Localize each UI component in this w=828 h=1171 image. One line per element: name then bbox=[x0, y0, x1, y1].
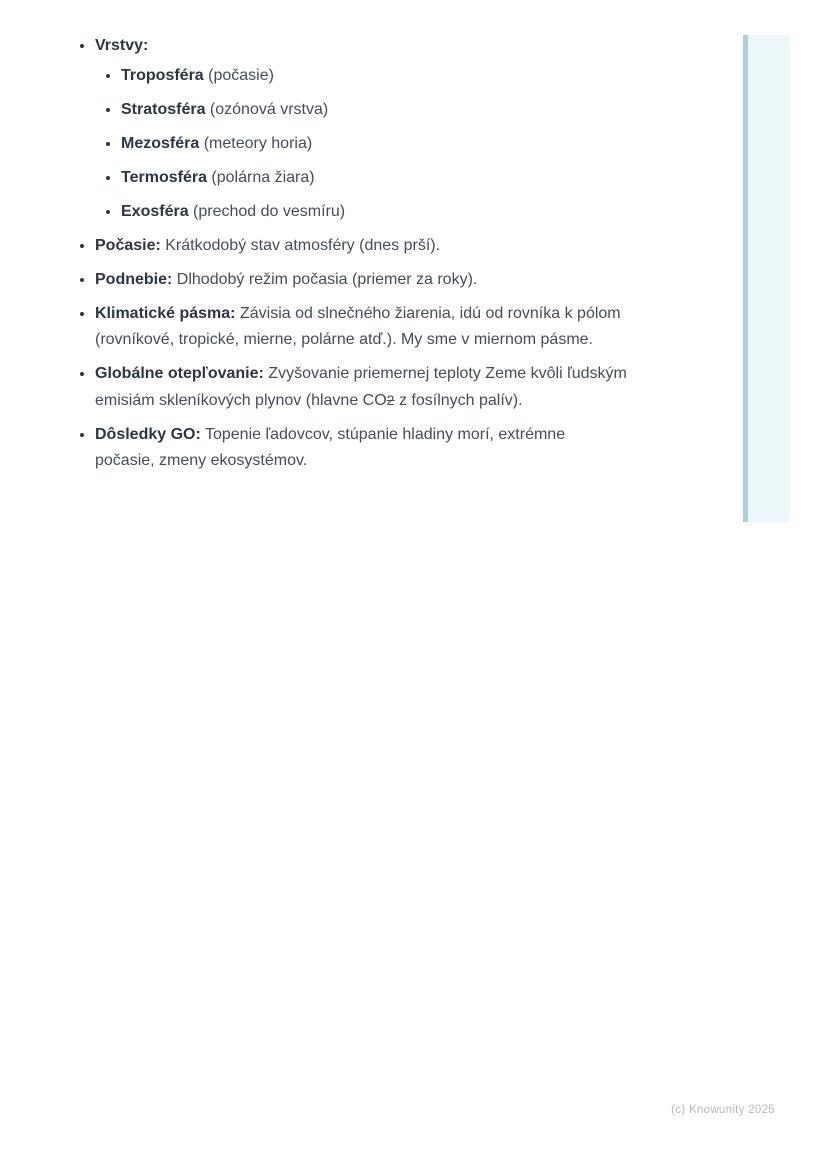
struck-subscript: 2 bbox=[386, 392, 395, 408]
term-label: Exosféra bbox=[121, 203, 189, 220]
bullet-list bbox=[75, 33, 627, 474]
term-label: Termosféra bbox=[121, 169, 207, 186]
term-description: (prechod do vesmíru) bbox=[188, 203, 346, 220]
list-item bbox=[95, 422, 627, 474]
term-label: Dôsledky GO: bbox=[95, 426, 201, 443]
term-label: Počasie: bbox=[95, 237, 161, 254]
margin-highlight-bar bbox=[743, 35, 790, 522]
list-item bbox=[121, 97, 627, 123]
term-description: Krátkodobý stav atmosféry (dnes prší). bbox=[160, 237, 441, 254]
term-label: Klimatické pásma: bbox=[95, 305, 236, 322]
copyright-footer: (c) Knowunity 2025 bbox=[671, 1104, 775, 1116]
term-label: Globálne otepľovanie: bbox=[95, 365, 264, 382]
list-item bbox=[95, 267, 627, 293]
list-item bbox=[121, 63, 627, 89]
term-description: (počasie) bbox=[203, 67, 274, 84]
list-item bbox=[95, 233, 627, 259]
term-description: (ozónová vrstva) bbox=[205, 101, 329, 118]
list-item bbox=[95, 361, 627, 414]
term-description: Závisia od slnečného žiarenia, idú od rovníka k pólom (rovníkové, tropické, mierne, polárne atď.). My sme v miernom pásme. bbox=[95, 305, 621, 348]
list-item bbox=[121, 131, 627, 157]
term-label: Mezosféra bbox=[121, 135, 200, 152]
term-description: (meteory horia) bbox=[199, 135, 313, 152]
term-label: Podnebie: bbox=[95, 271, 173, 288]
sub-bullet-list bbox=[95, 63, 627, 225]
term-description: Dlhodobý režim počasia (priemer za roky). bbox=[172, 271, 478, 288]
term-description: (polárna žiara) bbox=[206, 169, 315, 186]
term-label: Troposféra bbox=[121, 67, 204, 84]
term-label: Vrstvy: bbox=[95, 37, 149, 54]
term-description: Topenie ľadovcov, stúpanie hladiny morí, extrémne počasie, zmeny ekosystémov. bbox=[95, 426, 566, 469]
term-description: z fosílnych palív). bbox=[394, 392, 523, 409]
term-description: Zvyšovanie priemernej teploty Zeme kvôli ľudským emisiám skleníkových plynov (hlavne CO bbox=[95, 365, 627, 409]
list-item-vrstvy bbox=[95, 33, 627, 225]
list-item bbox=[121, 199, 627, 225]
list-item bbox=[121, 165, 627, 191]
term-label: Stratosféra bbox=[121, 101, 206, 118]
notes-content bbox=[75, 33, 627, 482]
list-item bbox=[95, 301, 627, 353]
